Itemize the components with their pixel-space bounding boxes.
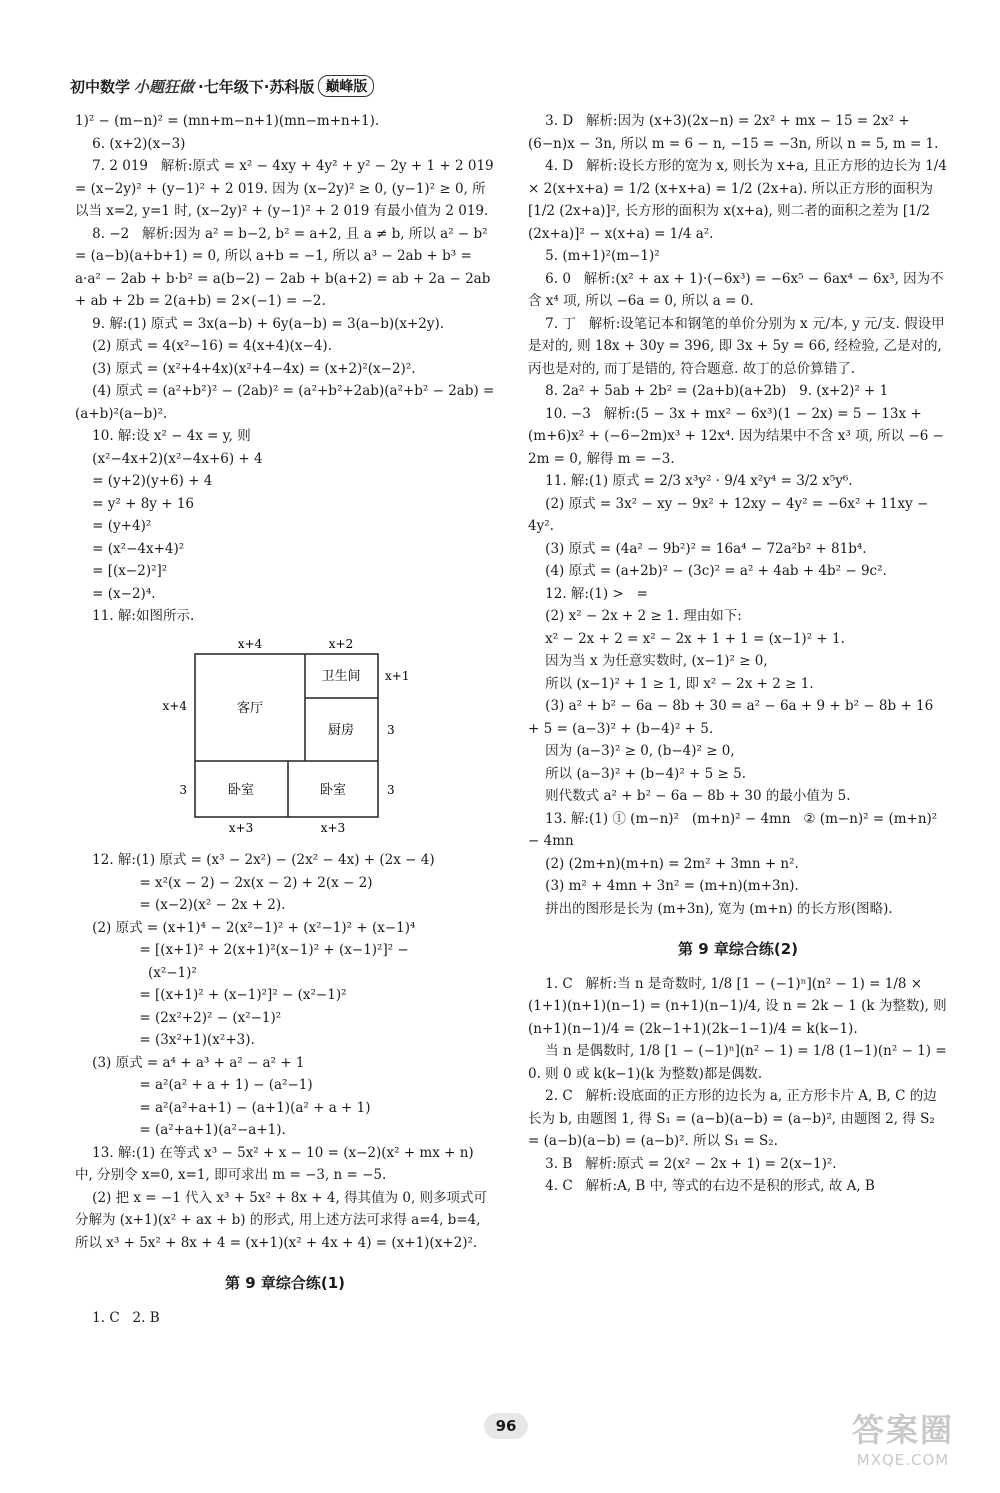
label-top-right: x+2 [328, 636, 354, 651]
series-label: ·七年级下·苏科版 [198, 77, 315, 96]
answer-line: = a²(a²+a+1) − (a+1)(a² + a + 1) [75, 1099, 371, 1116]
answer-line: 所以 (x−1)² + 1 ≥ 1, 即 x² − 2x + 2 ≥ 1. [528, 675, 814, 692]
answer-line: (3) m² + 4mn + 3n² = (m+n)(m+3n). [528, 878, 799, 894]
answer-line: 则代数式 a² + b² − 6a − 8b + 30 的最小值为 5. [528, 788, 851, 804]
answer-line: = y² + 8y + 16 [75, 495, 194, 512]
room-bedroom-1: 卧室 [227, 782, 255, 798]
floor-plan-diagram [75, 634, 495, 842]
answer-line: = (x−2)(x² − 2x + 2). [75, 897, 286, 913]
watermark-logo [818, 1405, 988, 1485]
answer-line: = (x²−4x+4)² [75, 540, 185, 557]
answer-line: (3) 原式 = (4a² − 9b²)² = 16a⁴ − 72a²b² + 81b⁴. [528, 540, 867, 557]
section-title-review-1: 第 9 章综合练(1) [224, 1274, 346, 1292]
label-top-left: x+4 [237, 636, 263, 651]
floor-plan-svg [75, 634, 495, 834]
answer-line: (3) 原式 = (x²+4+4x)(x²+4−4x) = (x+2)²(x−2)². [75, 360, 416, 377]
answer-line: 1)² − (m−n)² = (mn+m−n+1)(mn−m+n+1). [75, 113, 380, 129]
answer-line: 因为 (a−3)² ≥ 0, (b−4)² ≥ 0, [528, 743, 735, 759]
answer-line: = a²(a² + a + 1) − (a²−1) [75, 1077, 313, 1093]
answer-line: = [(x+1)² + 2(x+1)²(x−1)² + (x−1)²]² − [75, 942, 409, 958]
answer-line: 3. B 解析:原式 = 2(x² − 2x + 1) = 2(x−1)². [528, 1155, 837, 1172]
right-column [528, 110, 952, 1198]
answer-line: (3) a² + b² − 6a − 8b + 30 = a² − 6a + 9 + b² − 8b + 16 + 5 = (a−3)² + (b−4)² + 5. [528, 698, 938, 737]
series-logo: 小题狂做 [134, 77, 195, 96]
answer-line: (4) 原式 = (a²+b²)² − (2ab)² = (a²+b²+2ab)(a²+b² − 2ab) = (a+b)²(a−b)². [75, 383, 499, 422]
answer-line: 所以 (a−3)² + (b−4)² + 5 ≥ 5. [528, 765, 746, 782]
answer-line: (2) 原式 = (x+1)⁴ − 2(x²−1)² + (x²−1)² + (x−1)⁴ [75, 919, 416, 936]
watermark-line2: MXQE.COM [856, 1451, 950, 1469]
label-right-bottom: 3 [387, 782, 395, 797]
answer-line: (x²−4x+2)(x²−4x+6) + 4 [75, 450, 263, 467]
answer-line: 11. 解:(1) 原式 = 2/3 x³y² · 9/4 x²y⁴ = 3/2 x⁵y⁶. [528, 473, 853, 489]
answer-line: 1. C 2. B [75, 1309, 160, 1326]
answer-line: 5. (m+1)²(m−1)² [528, 248, 660, 264]
page-number: 96 [484, 1413, 528, 1439]
answer-line: x² − 2x + 2 = x² − 2x + 1 + 1 = (x−1)² + 1. [528, 630, 845, 647]
page-header [70, 66, 374, 106]
answer-line: = (y+4)² [75, 518, 152, 534]
label-left-bottom: 3 [179, 782, 187, 797]
label-bottom-right: x+3 [320, 820, 346, 834]
answer-line: (4) 原式 = (a+2b)² − (3c)² = a² + 4ab + 4b² − 9c². [528, 563, 887, 579]
answer-line: 6. (x+2)(x−3) [75, 135, 186, 152]
answer-line: 8. 2a² + 5ab + 2b² = (2a+b)(a+2b) 9. (x+2)² + 1 [528, 383, 889, 399]
label-bottom-left: x+3 [228, 820, 254, 834]
answer-line: = (3x²+1)(x²+3). [75, 1032, 255, 1048]
answer-line: 拼出的图形是长为 (m+3n), 宽为 (m+n) 的长方形(图略). [528, 900, 893, 917]
room-bathroom: 卫生间 [321, 668, 361, 684]
watermark-line1: 答案圈 [851, 1411, 954, 1449]
left-column [75, 110, 499, 1329]
answer-line: 因为当 x 为任意实数时, (x−1)² ≥ 0, [528, 653, 768, 669]
subject-label: 初中数学 [70, 77, 131, 96]
answer-line: (2) 原式 = 4(x²−16) = 4(x+4)(x−4). [75, 338, 332, 354]
answer-line: (3) 原式 = a⁴ + a³ + a² − a² + 1 [75, 1054, 305, 1071]
answer-line: 11. 解:如图所示. [75, 608, 195, 624]
answer-line: = [(x−2)²]² [75, 563, 168, 579]
answer-line: (x²−1)² [75, 964, 197, 981]
answer-line: 1. C 解析:当 n 是奇数时, 1/8 [1 − (−1)ⁿ](n² − 1) = 1/8 × (1+1)(n+1)(n−1) = (n+1)(n−1)/4, 设 n = 2k − 1 (k 为整数), 则 (n+1)(n−1)/4 = (2k−1+1)(2k−1−1)/4 = k(k−1). [528, 975, 951, 1037]
answer-line: 10. 解:设 x² − 4x = y, 则 [75, 428, 251, 444]
answer-line: 6. 0 解析:(x² + ax + 1)·(−6x³) = −6x⁵ − 6ax⁴ − 6x³, 因为不含 x⁴ 项, 所以 −6a = 0, 所以 a = 0. [528, 270, 944, 309]
answer-line: = [(x+1)² + (x−1)²]² − (x²−1)² [75, 987, 347, 1003]
answer-line: 12. 解:(1) > = [528, 585, 648, 602]
answer-line: = x²(x − 2) − 2x(x − 2) + 2(x − 2) [75, 874, 373, 891]
answer-line: (2) 把 x = −1 代入 x³ + 5x² + 8x + 4, 得其值为 0, 则多项式可分解为 (x+1)(x² + ax + b) 的形式, 用上述方法可求得 a=4, b=4, 所以 x³ + 5x² + 8x + 4 = (x+1)(x² + 4x + 4) = (x+1)(x+2)². [75, 1189, 488, 1251]
answer-line: 4. C 解析:A, B 中, 等式的右边不是积的形式, 故 A, B [528, 1178, 875, 1194]
section-title-review-2: 第 9 章综合练(2) [677, 940, 799, 958]
answer-line: 12. 解:(1) 原式 = (x³ − 2x²) − (2x² − 4x) + (2x − 4) [75, 852, 435, 868]
answer-line: (2) 原式 = 3x² − xy − 9x² + 12xy − 4y² = −6x² + 11xy − 4y². [528, 495, 933, 534]
room-bedroom-2: 卧室 [319, 782, 347, 798]
answer-line: 8. −2 解析:因为 a² = b−2, b² = a+2, 且 a ≠ b, 所以 a² − b² = (a−b)(a+b+1) = 0, 所以 a+b = −1, 所以 a³ − 2ab + b³ = a·a² − 2ab + b·b² = a(b−2) − 2ab + b(a+2) = ab + 2a − 2ab + ab + 2b = 2(a+b) = 2×(−1) = −2. [75, 225, 495, 309]
label-right-top: x+1 [385, 668, 410, 683]
edition-badge: 巅峰版 [318, 75, 374, 97]
answer-line: 当 n 是偶数时, 1/8 [1 − (−1)ⁿ](n² − 1) = 1/8 (1−1)(n² − 1) = 0. 则 0 或 k(k−1)(k 为整数)都是偶数. [528, 1043, 951, 1082]
answer-line: 9. 解:(1) 原式 = 3x(a−b) + 6y(a−b) = 3(a−b)(x+2y). [75, 315, 445, 332]
answer-line: (2) (2m+n)(m+n) = 2m² + 3mn + n². [528, 855, 799, 872]
answer-line: 3. D 解析:因为 (x+3)(2x−n) = 2x² + mx − 15 = 2x² + (6−n)x − 3n, 所以 m = 6 − n, −15 = −3n, 所以 n = 5, m = 1. [528, 113, 939, 152]
answer-line: = (2x²+2)² − (x²−1)² [75, 1009, 282, 1026]
answer-line: 2. C 解析:设底面的正方形的边长为 a, 正方形卡片 A, B, C 的边长为 b, 由题图 1, 得 S₁ = (a−b)(a−b) = (a−b)², 由题图 2, 得 S₂ = (a−b)(a−b) = (a−b)². 所以 S₁ = S₂. [528, 1088, 940, 1149]
answer-line: 7. 丁 解析:设笔记本和钢笔的单价分别为 x 元/本, y 元/支. 假设甲是对的, 则 18x + 30y = 396, 即 3x + 5y = 66, 经检验, 乙是对的, 丙也是对的, 而丁是错的, 符合题意. 故丁的总价算错了. [528, 315, 947, 377]
answer-line: = (y+2)(y+6) + 4 [75, 473, 213, 489]
label-left: x+4 [162, 698, 187, 713]
answer-line: 10. −3 解析:(5 − 3x + mx² − 6x³)(1 − 2x) = 5 − 13x + (m+6)x² + (−6−2m)x³ + 12x⁴. 因为结果中不含 x³ 项, 所以 −6 − 2m = 0, 解得 m = −3. [528, 405, 949, 467]
label-right-mid: 3 [387, 722, 395, 737]
room-living: 客厅 [236, 700, 264, 716]
room-kitchen: 厨房 [327, 722, 355, 738]
answer-line: 7. 2 019 解析:原式 = x² − 4xy + 4y² + y² − 2y + 1 + 2 019 = (x−2y)² + (y−1)² + 2 019. 因为 (x−2y)² ≥ 0, (y−1)² ≥ 0, 所以当 x=2, y=1 时, (x−2y)² + (y−1)² + 2 019 有最小值为 2 019. [75, 158, 498, 219]
answer-line: = (x−2)⁴. [75, 585, 156, 602]
answer-line: 13. 解:(1) ① (m−n)² (m+n)² − 4mn ② (m−n)² = (m+n)² − 4mn [528, 810, 942, 849]
answer-line: 4. D 解析:设长方形的宽为 x, 则长为 x+a, 且正方形的边长为 1/4 × 2(x+x+a) = 1/2 (x+x+a) = 1/2 (2x+a). 所以正方形的面积为 [1/2 (2x+a)]², 长方形的面积为 x(x+a), 则二者的面积之差为 [1/2 (2x+a)]² − x(x+a) = 1/4 a². [528, 158, 952, 242]
answer-line: = (a²+a+1)(a²−a+1). [75, 1122, 286, 1138]
answer-line: (2) x² − 2x + 2 ≥ 1. 理由如下: [528, 608, 742, 624]
answer-line: 13. 解:(1) 在等式 x³ − 5x² + x − 10 = (x−2)(x² + mx + n) 中, 分别令 x=0, x=1, 即可求出 m = −3, n = −5. [75, 1144, 478, 1183]
